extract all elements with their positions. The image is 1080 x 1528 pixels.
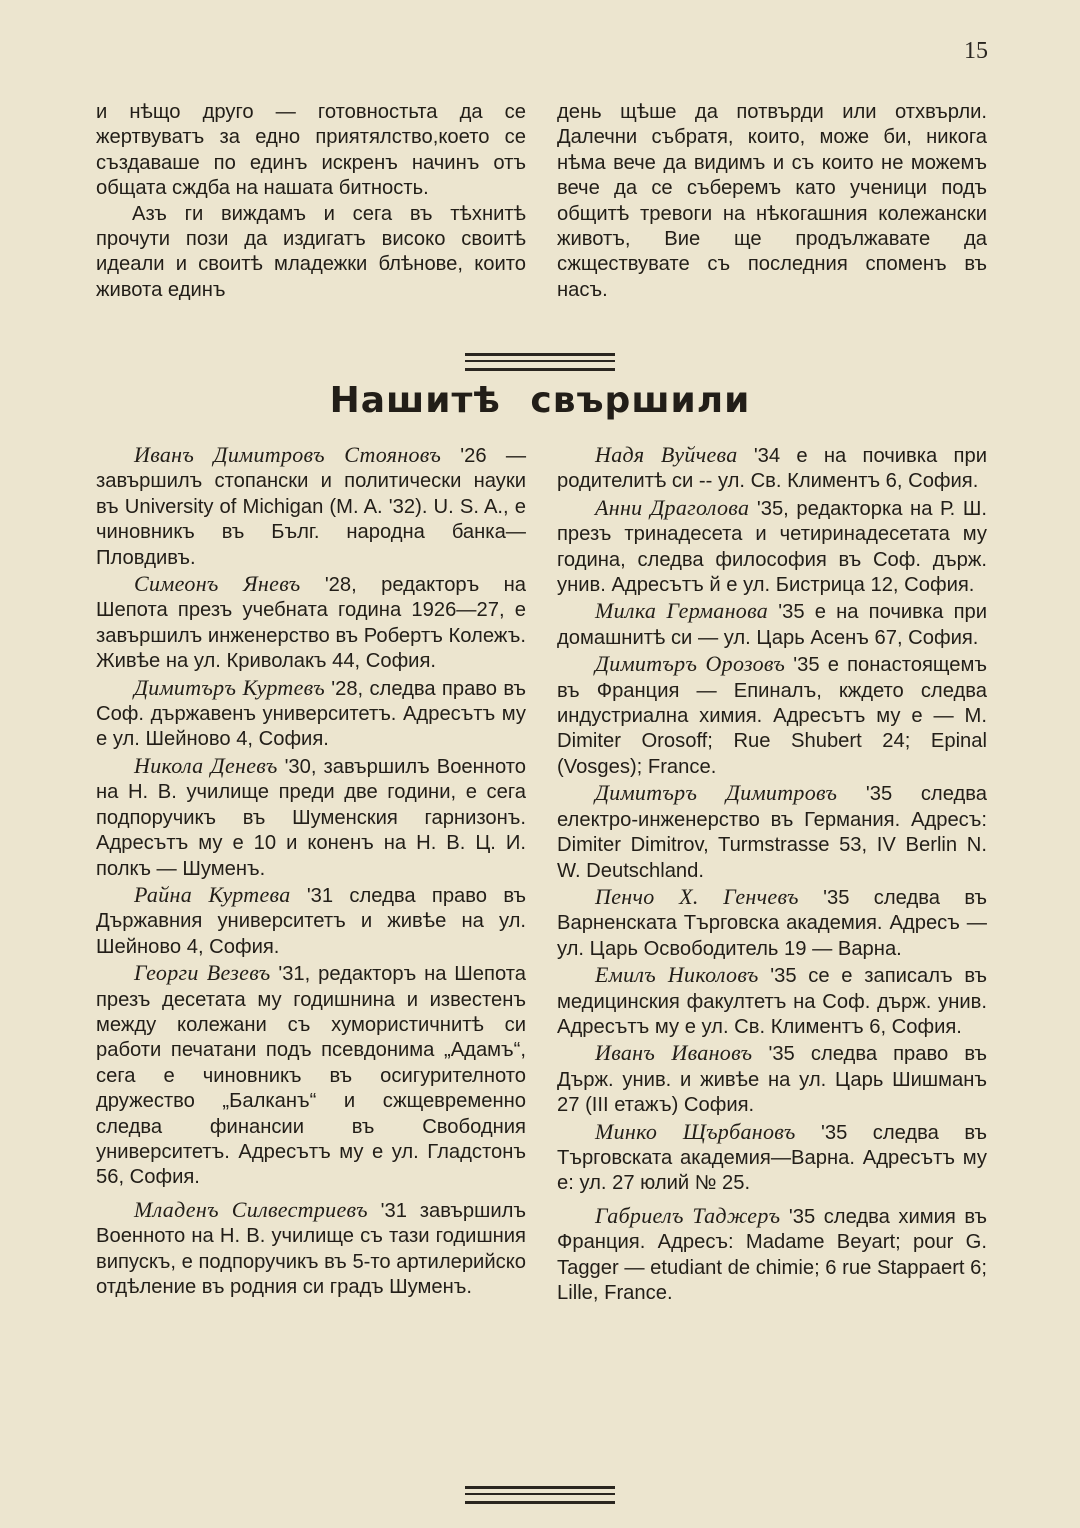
graduate-details: '35 следва химия въ Франция. Адресъ: Madame Beyart; pour G. Tagger — etudiant de chimie; 6 rue Stappaert 6; Lille, France. — [557, 1205, 987, 1304]
graduate-entry — [557, 598, 987, 651]
intro-paragraph-3: день щѣше да потвърди или отхвърли. Далечни събратя, които, може би, никога нѣма вече да видимъ и съ които не можемъ вече да се съберемъ като ученици подъ общитѣ тревоги на нѣкогашния колежански животъ, Вие ще продължавате да сжществувате съ последния споменъ въ насъ. — [557, 101, 987, 301]
graduate-name: Младенъ Силвестриевъ — [134, 1196, 368, 1222]
graduate-details: '28, следва право въ Соф. държавенъ университетъ. Адресътъ му е ул. Шейново 4, София. — [96, 677, 526, 751]
graduate-name: Симеонъ Яневъ — [134, 571, 301, 597]
graduate-entry — [557, 884, 987, 962]
intro-right-column — [557, 100, 987, 303]
graduate-details: '35 е на почивка при домашнитѣ си — ул. Царь Асенъ 67, София. — [557, 601, 987, 649]
section-divider-bottom — [465, 1486, 615, 1504]
graduate-details: '31, редакторъ на Шепота презъ десетата му годишнина и известенъ между колежани съ хумористичнитѣ си работи печатани подъ псевдонима „Адамъ“, сега е чиновникъ въ осигурителното дружество „Балканъ“ и сжщевременно следва финансии въ Свободния университетъ. Адресътъ му е ул. Гладстонъ 56, София. — [96, 963, 526, 1189]
graduate-name: Габриелъ Таджеръ — [595, 1202, 781, 1228]
graduates-left-column — [96, 442, 526, 1300]
graduate-name: Райна Куртева — [134, 881, 291, 907]
graduate-entry — [557, 495, 987, 599]
graduate-entry — [557, 780, 987, 884]
graduate-entry — [557, 1040, 987, 1118]
graduate-name: Димитъръ Куртевъ — [134, 674, 325, 700]
intro-left-column — [96, 100, 526, 303]
graduate-details: '31 завършилъ Военното на Н. В. училище съ тази годишния випускъ, е подпоручикъ въ 5-то артилерийско отдѣление въ родния си градъ Шуменъ. — [96, 1199, 527, 1298]
graduate-details: '35 следва електро-инженерство въ Германия. Адресъ: Dimiter Dimitrov, Turmstrasse 53, IV Berlin N. W. Deutschland. — [557, 783, 987, 882]
graduate-name: Георги Везевъ — [134, 960, 271, 986]
graduate-entry — [96, 1197, 526, 1301]
graduate-entry — [557, 651, 987, 780]
graduate-details: '35, редакторка на Р. Ш. презъ тринадесета и четиринадесетата му година, следва философия въ Соф. държ. унив. Адресътъ й е ул. Бистрица 12, София. — [557, 497, 987, 597]
graduate-entry — [96, 960, 526, 1191]
graduate-details: '35 следва въ Търговската академия—Варна. Адресътъ му е: ул. 27 юлий № 25. — [557, 1121, 987, 1195]
graduate-name: Емилъ Николовъ — [595, 962, 759, 988]
graduate-name: Минко Щърбановъ — [595, 1118, 796, 1144]
graduate-entry — [557, 442, 987, 495]
section-divider-top — [465, 353, 615, 371]
graduate-details: '26 — завършилъ стопански и политически науки въ University of Michigan (M. A. '32). U. S. A., е чиновникъ въ Бълг. народна банка—Пловдивъ. — [96, 445, 527, 569]
intro-paragraph-2: Азъ ги виждамъ и сега въ тѣхнитѣ прочути пози да издигатъ високо своитѣ идеали и своитѣ младежки блѣнове, които живота единъ — [96, 202, 526, 301]
graduate-details: '35 се е записалъ въ медицинския факултетъ на Соф. държ. унив. Адресътъ му е ул. Св. Климентъ 6, София. — [557, 965, 987, 1038]
graduate-details: '35 следва право въ Държ. унив. и живѣе на ул. Царь Шишманъ 27 (III етажъ) София. — [557, 1043, 988, 1117]
graduate-entry — [96, 675, 526, 753]
graduate-details: '34 е на почивка при родителитѣ си -- ул. Св. Климентъ 6, София. — [557, 445, 987, 493]
graduate-name: Пенчо Х. Генчевъ — [595, 883, 799, 909]
graduate-name: Димитъръ Орозовъ — [595, 651, 786, 677]
graduate-name: Иванъ Ивановъ — [595, 1040, 753, 1066]
graduate-name: Никола Деневъ — [134, 752, 278, 778]
graduate-details: '35 следва въ Варненската Търговска академия. Адресъ — ул. Царь Освободитель 19 — Варна. — [557, 886, 987, 960]
graduate-name: Надя Вуйчева — [595, 442, 738, 467]
graduate-name: Димитъръ Димитровъ — [595, 780, 838, 806]
graduate-entry — [557, 1119, 987, 1197]
graduate-details: '28, редакторъ на Шепота презъ учебната година 1926—27, е завършилъ инженерство въ Робертъ Колежъ. Живѣе на ул. Криволакъ 44, София. — [96, 574, 526, 673]
graduate-name: Анни Драголова — [595, 494, 750, 520]
graduates-right-column — [557, 442, 987, 1306]
graduate-entry — [557, 1203, 987, 1307]
graduate-entry — [96, 442, 526, 571]
graduate-details: '35 е понастоящемъ въ Франция — Епиналъ, кждето следва индустриална химия. Адресътъ му е — M. Dimiter Orosoff; Rue Shubert 24; Epinal (Vosges); France. — [557, 654, 987, 778]
graduate-entry — [96, 571, 526, 675]
graduate-entry — [557, 962, 987, 1040]
graduate-details: '31 следва право въ Държавния университетъ и живѣе на ул. Шейново 4, София. — [96, 884, 526, 958]
intro-paragraph-1: и нѣщо друго — готовностьта да се жертвуватъ за едно приятялство,което се създаваше по единъ искренъ начинъ отъ общата сждба на нашата битность. — [96, 101, 526, 200]
graduate-entry — [96, 882, 526, 960]
graduate-name: Иванъ Димитровъ Стояновъ — [134, 442, 442, 467]
graduate-name: Милка Германова — [595, 598, 769, 624]
graduate-entry — [96, 753, 526, 882]
graduate-details: '30, завършилъ Военното на Н. В. училище преди две години, е сега подпоручикъ въ Шуменския гарнизонъ. Адресътъ му е 10 и коненъ на Н. В. Ц. И. полкъ — Шуменъ. — [96, 755, 526, 880]
page-number: 15 — [964, 38, 988, 64]
section-title: Нашитѣ свършили — [329, 380, 751, 421]
